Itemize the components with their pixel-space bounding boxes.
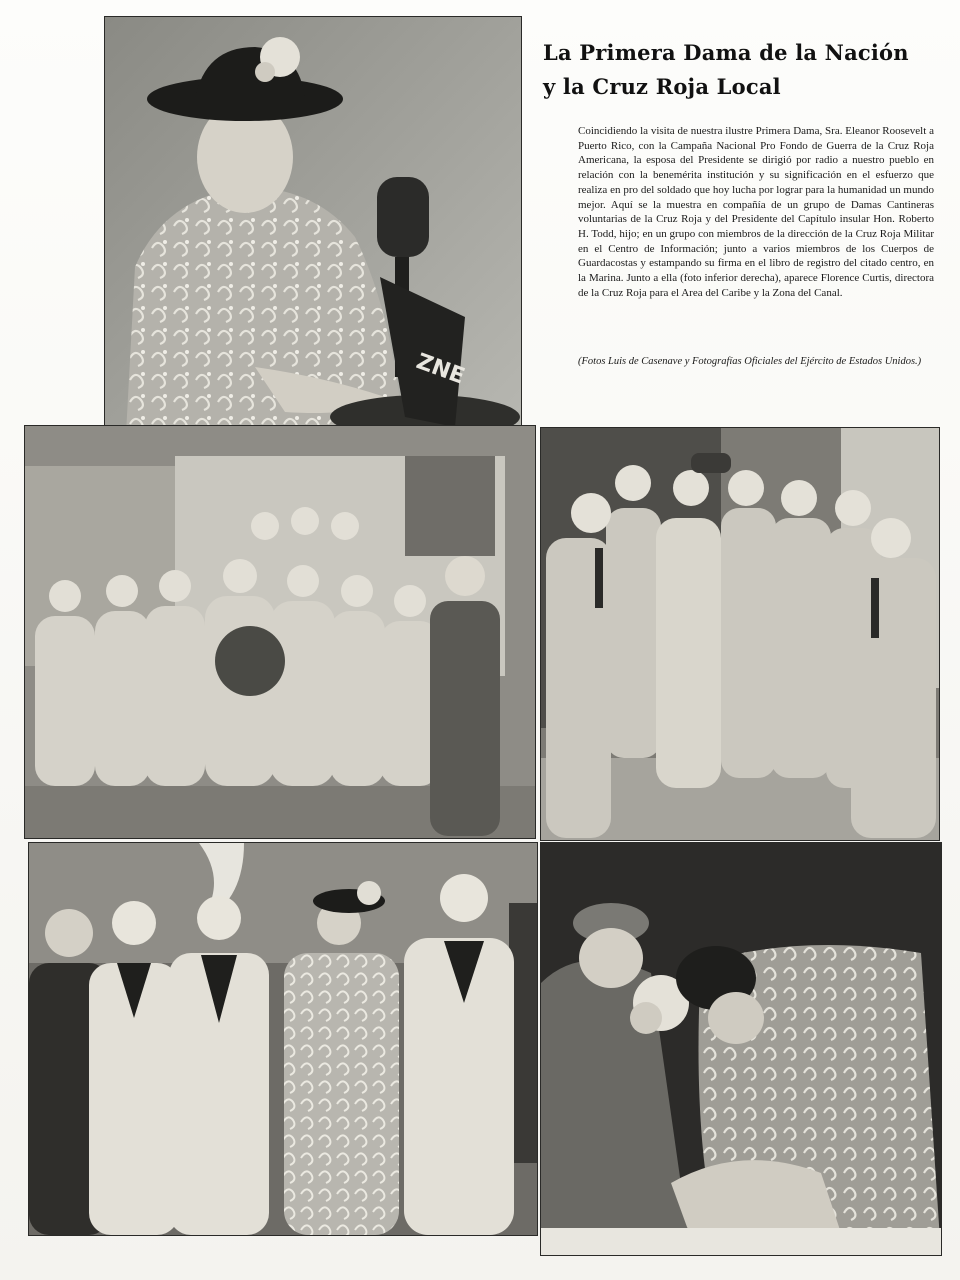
- radio-broadcast-photo: [104, 16, 522, 454]
- article-title: [543, 36, 953, 104]
- canteen-volunteers-photo: [24, 425, 536, 839]
- coast-guard-photo: [28, 842, 538, 1236]
- article-body: Coincidiendo la visita de nuestra ilustre Primera Dama, Sra. Eleanor Roosevelt a Puerto Rico, con la Campaña Nacional Pro Fondo de Guerra de la Cruz Roja Americana, la esposa del Presidente se dirigió por radio a nuestro pueblo en relación con la benemérita institución y su significación en el esfuerzo que realiza en pro del soldado que hoy lucha por lograr para la humanidad un mundo mejor. Aquí se la muestra en compañía de un grupo de Damas Cantineras voluntarias de la Cruz Roja y del Presidente del Capítulo insular Hon. Roberto H. Todd, hijo; en un grupo con miembros de la dirección de la Cruz Roja Militar en el Centro de Información; junto a varios miembros de los Cuerpos de Guardacostas y estampando su firma en el libro de registro del citado centro, en la Marina. Junto a ella (foto inferior derecha), aparece Florence Curtis, directora de la Cruz Roja para el Area del Caribe y la Zona del Canal.: [578, 125, 934, 299]
- guestbook-signing-photo: [540, 842, 942, 1256]
- title-line-1: La Primera Dama de la Nación: [543, 40, 909, 65]
- title-line-2: y la Cruz Roja Local: [543, 74, 781, 99]
- military-red-cross-group-photo: [540, 427, 940, 841]
- svg-text:ZNE: ZNE: [412, 349, 468, 390]
- photo-credit: (Fotos Luis de Casenave y Fotografías Oficiales del Ejército de Estados Unidos.): [578, 356, 922, 367]
